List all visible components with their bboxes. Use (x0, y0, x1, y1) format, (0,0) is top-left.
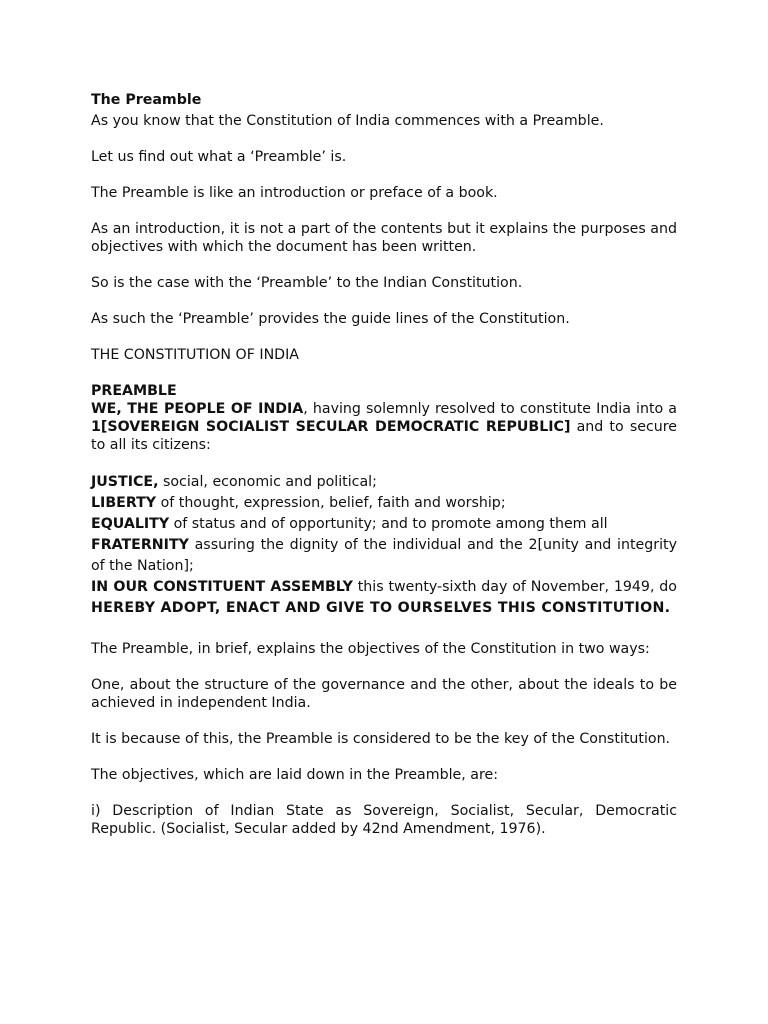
intro-paragraph-3: The Preamble is like an introduction or preface of a book. (91, 185, 498, 201)
explanation-paragraph-3: It is because of this, the Preamble is considered to be the key of the Constitution. (91, 731, 671, 747)
intro-paragraph-1: As you know that the Constitution of India commences with a Preamble. (91, 113, 604, 129)
adopt-text: HEREBY ADOPT, ENACT AND GIVE TO OURSELVES THIS CONSTITUTION. (91, 600, 671, 616)
document-title: The Preamble (91, 92, 202, 108)
assembly-label: IN OUR CONSTITUENT ASSEMBLY (91, 579, 353, 595)
assembly-text: this twenty-sixth day of November, 1949, do (352, 579, 677, 595)
liberty-line (91, 493, 677, 514)
explanation-paragraph-5: i) Description of Indian State as Sovereign, Socialist, Secular, Democratic Republic. (Socialist, Secular added by 42nd Amendment, 1976). (91, 803, 677, 837)
equality-line (91, 514, 677, 535)
fraternity-text: assuring the dignity of the individual and the 2[unity and integrity of the Nation]; (91, 537, 677, 574)
explanation-paragraph-1: The Preamble, in brief, explains the objectives of the Constitution in two ways: (91, 641, 650, 657)
fraternity-line (91, 535, 677, 577)
preamble-heading: PREAMBLE (91, 383, 177, 399)
intro-paragraph-2: Let us find out what a ‘Preamble’ is. (91, 149, 347, 165)
liberty-label: LIBERTY (91, 495, 157, 511)
explanation-paragraph-2: One, about the structure of the governance and the other, about the ideals to be achieved in independent India. (91, 677, 677, 711)
secure-text: and to secure to all its citizens: (91, 419, 677, 453)
liberty-text: of thought, expression, belief, faith and worship; (156, 495, 506, 511)
document-page (91, 91, 677, 838)
intro-paragraph-5: So is the case with the ‘Preamble’ to the Indian Constitution. (91, 275, 523, 291)
equality-text: of status and of opportunity; and to promote among them all (169, 516, 608, 532)
republic-text: 1[SOVEREIGN SOCIALIST SECULAR DEMOCRATIC REPUBLIC] (91, 419, 571, 435)
we-the-people: WE, THE PEOPLE OF INDIA (91, 401, 304, 417)
assembly-line (91, 577, 677, 619)
resolved-text: , having solemnly resolved to constitute India into a (303, 401, 678, 417)
intro-paragraph-4: As an introduction, it is not a part of the contents but it explains the purposes and objectives with which the document has been written. (91, 221, 677, 255)
fraternity-label: FRATERNITY (91, 537, 189, 553)
explanation-paragraph-4: The objectives, which are laid down in the Preamble, are: (91, 767, 498, 783)
constitution-heading: THE CONSTITUTION OF INDIA (91, 347, 299, 363)
justice-label: JUSTICE, (91, 474, 159, 490)
intro-paragraph-6: As such the ‘Preamble’ provides the guide lines of the Constitution. (91, 311, 570, 327)
preamble-opening (91, 400, 677, 454)
justice-line (91, 472, 677, 493)
equality-label: EQUALITY (91, 516, 170, 532)
justice-text: social, economic and political; (158, 474, 377, 490)
